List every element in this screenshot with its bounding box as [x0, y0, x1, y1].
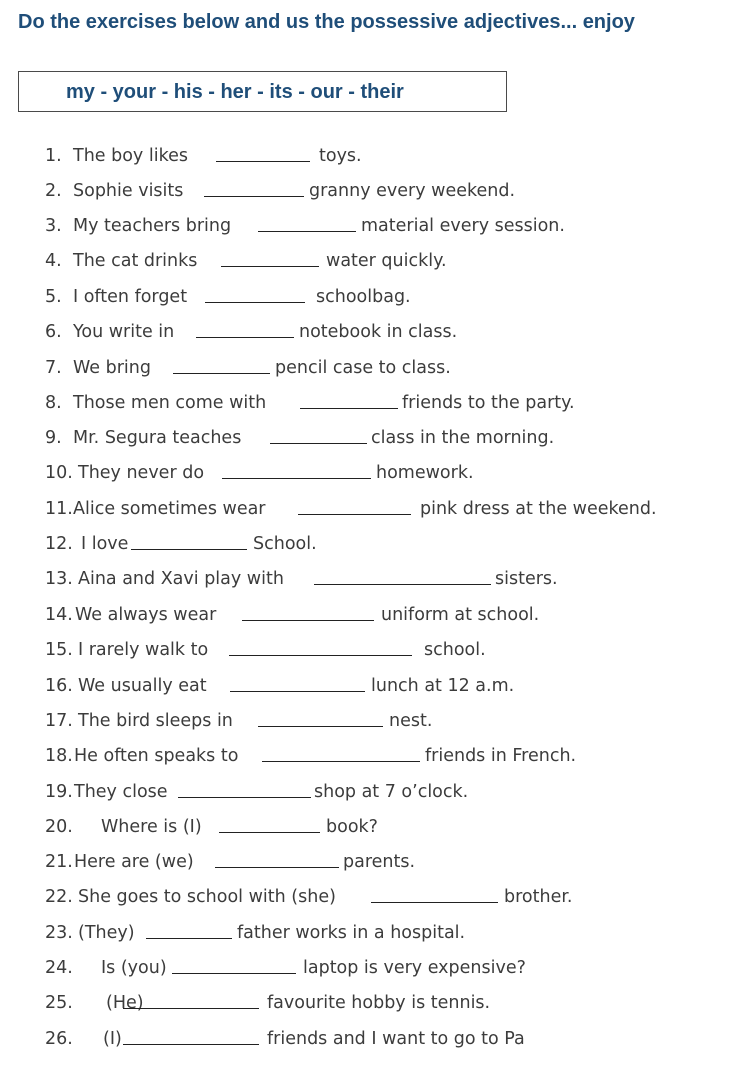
exercise-number: 26.: [45, 1029, 73, 1049]
exercise-number: 5.: [45, 287, 62, 307]
exercise-text-before: We always wear: [75, 605, 217, 625]
exercise-text-before: Mr. Segura teaches: [73, 428, 242, 448]
exercise-item: [0, 922, 731, 944]
answer-blank[interactable]: [205, 302, 305, 303]
exercise-text-after: school.: [424, 640, 486, 660]
exercise-text-after: friends to the party.: [402, 393, 575, 413]
exercise-text-after: granny every weekend.: [309, 181, 516, 201]
exercise-text-before: The boy likes: [73, 146, 188, 166]
exercise-text-before: The bird sleeps in: [78, 711, 233, 731]
exercise-text-after: notebook in class.: [299, 322, 458, 342]
exercise-text-before: I love: [81, 534, 129, 554]
exercise-number: 17.: [45, 711, 73, 731]
exercise-item: [0, 781, 731, 803]
answer-blank[interactable]: [300, 408, 398, 409]
exercise-text-after: sisters.: [495, 569, 558, 589]
exercise-number: 14.: [45, 605, 73, 625]
exercise-number: 7.: [45, 358, 62, 378]
exercise-text-before: The cat drinks: [73, 251, 198, 271]
exercise-number: 10.: [45, 463, 73, 483]
exercise-number: 25.: [45, 993, 73, 1013]
worksheet-title: Do the exercises below and us the possessive adjectives... enjoy: [18, 11, 635, 33]
exercise-number: 16.: [45, 676, 73, 696]
exercise-number: 13.: [45, 569, 73, 589]
answer-blank[interactable]: [123, 1008, 259, 1009]
answer-blank[interactable]: [262, 761, 420, 762]
answer-blank[interactable]: [258, 726, 383, 727]
answer-blank[interactable]: [219, 832, 320, 833]
exercise-item: [0, 957, 731, 979]
exercise-text-after: friends in French.: [425, 746, 577, 766]
exercise-item: [0, 357, 731, 379]
exercise-number: 23.: [45, 923, 73, 943]
exercise-number: 9.: [45, 428, 62, 448]
exercise-item: [0, 1028, 731, 1050]
answer-blank[interactable]: [123, 1044, 259, 1045]
answer-blank[interactable]: [270, 443, 367, 444]
exercise-item: [0, 568, 731, 590]
answer-blank[interactable]: [222, 478, 371, 479]
exercise-text-after: book?: [326, 817, 378, 837]
exercise-text-after: water quickly.: [326, 251, 447, 271]
exercise-text-before: He often speaks to: [74, 746, 239, 766]
exercise-item: [0, 498, 731, 520]
exercise-number: 11.: [45, 499, 73, 519]
answer-blank[interactable]: [173, 373, 270, 374]
exercise-number: 4.: [45, 251, 62, 271]
exercise-text-after: nest.: [389, 711, 433, 731]
answer-blank[interactable]: [196, 337, 294, 338]
exercise-text-before: (They): [78, 923, 135, 943]
exercise-text-before: Where is (I): [101, 817, 202, 837]
exercise-number: 8.: [45, 393, 62, 413]
exercise-text-after: uniform at school.: [381, 605, 540, 625]
exercise-text-before: We usually eat: [78, 676, 207, 696]
exercise-text-before: Sophie visits: [73, 181, 184, 201]
answer-blank[interactable]: [371, 902, 498, 903]
exercise-item: [0, 675, 731, 697]
exercise-item: [0, 145, 731, 167]
exercise-text-after: favourite hobby is tennis.: [267, 993, 491, 1013]
exercise-text-after: toys.: [319, 146, 362, 166]
exercise-item: [0, 427, 731, 449]
exercise-number: 24.: [45, 958, 73, 978]
exercise-text-after: class in the morning.: [371, 428, 555, 448]
answer-blank[interactable]: [131, 549, 247, 550]
exercise-item: [0, 604, 731, 626]
exercise-text-after: parents.: [343, 852, 416, 872]
exercise-text-after: pink dress at the weekend.: [420, 499, 657, 519]
exercise-item: [0, 710, 731, 732]
exercise-number: 6.: [45, 322, 62, 342]
exercise-text-before: I often forget: [73, 287, 188, 307]
exercise-item: [0, 286, 731, 308]
exercise-item: [0, 180, 731, 202]
answer-blank[interactable]: [242, 620, 374, 621]
exercise-text-before: Is (you): [101, 958, 167, 978]
exercise-number: 21.: [45, 852, 73, 872]
answer-blank[interactable]: [172, 973, 296, 974]
exercise-number: 18.: [45, 746, 73, 766]
exercise-number: 19.: [45, 782, 73, 802]
exercise-item: [0, 886, 731, 908]
exercise-number: 1.: [45, 146, 62, 166]
exercise-text-after: material every session.: [361, 216, 565, 236]
word-box: [18, 71, 507, 112]
word-box-text: my - your - his - her - its - our - their: [66, 81, 404, 103]
answer-blank[interactable]: [204, 196, 304, 197]
exercise-item: [0, 992, 731, 1014]
exercise-text-after: schoolbag.: [316, 287, 411, 307]
answer-blank[interactable]: [178, 797, 311, 798]
exercise-item: [0, 392, 731, 414]
exercise-text-before: They never do: [78, 463, 205, 483]
exercise-item: [0, 851, 731, 873]
exercise-text-before: (I): [103, 1029, 122, 1049]
exercise-text-after: lunch at 12 a.m.: [371, 676, 515, 696]
answer-blank[interactable]: [258, 231, 356, 232]
exercise-text-before: Alice sometimes wear: [73, 499, 266, 519]
answer-blank[interactable]: [314, 584, 491, 585]
exercise-number: 15.: [45, 640, 73, 660]
exercise-text-after: pencil case to class.: [275, 358, 451, 378]
exercise-text-before: Here are (we): [74, 852, 194, 872]
exercise-item: [0, 639, 731, 661]
answer-blank[interactable]: [216, 161, 310, 162]
exercise-text-after: homework.: [376, 463, 474, 483]
exercise-text-before: (He): [106, 993, 144, 1013]
exercise-number: 2.: [45, 181, 62, 201]
exercise-text-after: laptop is very expensive?: [303, 958, 526, 978]
answer-blank[interactable]: [230, 691, 365, 692]
exercise-item: [0, 462, 731, 484]
exercise-text-before: We bring: [73, 358, 151, 378]
exercise-number: 22.: [45, 887, 73, 907]
exercise-text-before: Those men come with: [73, 393, 267, 413]
answer-blank[interactable]: [221, 266, 319, 267]
exercise-number: 3.: [45, 216, 62, 236]
exercise-text-after: father works in a hospital.: [237, 923, 466, 943]
exercise-text-after: School.: [253, 534, 317, 554]
exercise-text-before: They close: [74, 782, 168, 802]
exercise-text-before: You write in: [73, 322, 175, 342]
exercise-number: 20.: [45, 817, 73, 837]
exercise-item: [0, 215, 731, 237]
exercise-item: [0, 533, 731, 555]
exercise-text-before: Aina and Xavi play with: [78, 569, 284, 589]
exercise-number: 12.: [45, 534, 73, 554]
exercise-item: [0, 321, 731, 343]
exercise-text-before: She goes to school with (she): [78, 887, 336, 907]
exercise-text-before: I rarely walk to: [78, 640, 209, 660]
exercise-text-after: brother.: [504, 887, 573, 907]
exercise-text-after: friends and I want to go to Pa: [267, 1029, 525, 1049]
answer-blank[interactable]: [146, 938, 232, 939]
exercise-item: [0, 745, 731, 767]
answer-blank[interactable]: [229, 655, 412, 656]
exercise-item: [0, 816, 731, 838]
answer-blank[interactable]: [215, 867, 339, 868]
exercise-text-after: shop at 7 o’clock.: [314, 782, 469, 802]
answer-blank[interactable]: [298, 514, 411, 515]
exercise-item: [0, 250, 731, 272]
exercise-text-before: My teachers bring: [73, 216, 232, 236]
